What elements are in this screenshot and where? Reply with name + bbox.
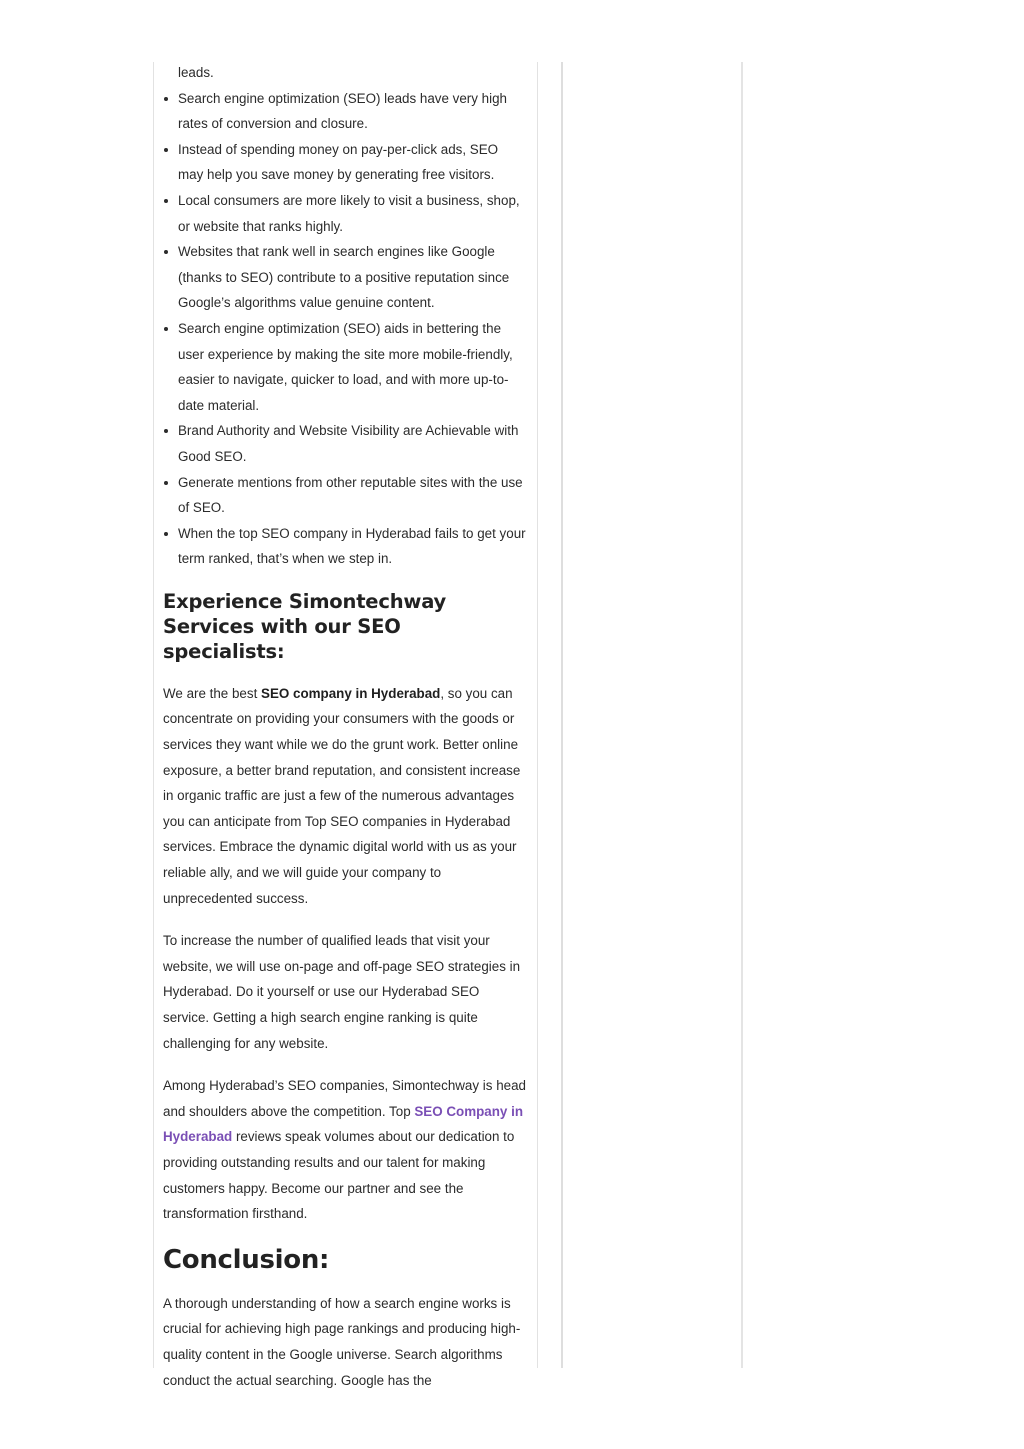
paragraph-simontechway [163, 1073, 527, 1227]
list-item [163, 316, 527, 418]
bullet-icon [164, 148, 168, 152]
column-divider-content-right [537, 62, 538, 1368]
list-item [163, 418, 527, 469]
bullet-icon [164, 250, 168, 254]
paragraph-conclusion: A thorough understanding of how a search engine works is crucial for achieving high page rankings and producing high-quality content in the Google universe. Search algorithms conduct the actual searching. Google has the [163, 1295, 521, 1388]
paragraph-text: reviews speak volumes about our dedication to providing outstanding results and our talent for making customers happy. Become our partner and see the transformation firsthand. [163, 1129, 515, 1222]
list-item [163, 470, 527, 521]
bullet-icon [164, 199, 168, 203]
bullet-icon [164, 327, 168, 331]
keyword-bold: SEO company in Hyderabad [261, 685, 441, 701]
conclusion-heading: Conclusion: [163, 1244, 330, 1275]
column-divider-left [153, 62, 154, 1368]
paragraph-qualified-leads: To increase the number of qualified leads that visit your website, we will use on-page and off-page SEO strategies in Hyderabad. Do it yourself or use our Hyderabad SEO service. Getting a high search engine ranking is quite challenging for any website. [163, 933, 521, 1051]
list-item [163, 188, 527, 239]
list-item-continuation: leads. [178, 65, 214, 80]
article-body [163, 60, 527, 1388]
list-item [163, 86, 527, 137]
paragraph-text: Among Hyderabad’s SEO companies, Simontechway is head and shoulders above the competition. Top [163, 1078, 526, 1119]
bullet-icon [164, 97, 168, 101]
paragraph-best-seo-company [163, 681, 527, 911]
paragraph-text: , so you can concentrate on providing your consumers with the goods or services they want while we do the grunt work. Better online exposure, a better brand reputation, and consistent increase in organic traffic are just a few of the numerous advantages you can anticipate from Top SEO companies in Hyderabad services. Embrace the dynamic digital world with us as your reliable ally, and we will guide your company to unprecedented success. [163, 685, 521, 906]
list-item-text: Generate mentions from other reputable sites with the use of SEO. [178, 474, 523, 516]
bullet-icon [164, 481, 168, 485]
seo-company-link[interactable]: SEO Company in Hyderabad [163, 1103, 524, 1145]
bullet-icon [164, 429, 168, 433]
sidebar-divider-right [741, 62, 743, 1368]
list-item-text: When the top SEO company in Hyderabad fails to get your term ranked, that’s when we step in. [178, 525, 526, 567]
list-item-text: Search engine optimization (SEO) aids in bettering the user experience by making the site more mobile-friendly, easier to navigate, quicker to load, and with more up-to-date material. [178, 320, 513, 413]
list-item [163, 239, 527, 316]
list-item-text: Instead of spending money on pay-per-click ads, SEO may help you save money by generating free visitors. [178, 141, 499, 183]
bullet-icon [164, 532, 168, 536]
list-item [163, 521, 527, 572]
list-item-text: Search engine optimization (SEO) leads have very high rates of conversion and closure. [178, 90, 507, 132]
list-item-text: Local consumers are more likely to visit a business, shop, or website that ranks highly. [178, 192, 520, 234]
paragraph-text: We are the best [163, 685, 262, 701]
list-item [163, 137, 527, 188]
list-item-text: Websites that rank well in search engines like Google (thanks to SEO) contribute to a positive reputation since Google’s algorithms value genuine content. [178, 244, 510, 311]
section-heading-services: Experience Simontechway Services with our SEO specialists: [163, 589, 447, 663]
list-item-text: Brand Authority and Website Visibility are Achievable with Good SEO. [178, 423, 519, 464]
seo-benefits-list [163, 86, 527, 572]
sidebar-divider-left [561, 62, 563, 1368]
